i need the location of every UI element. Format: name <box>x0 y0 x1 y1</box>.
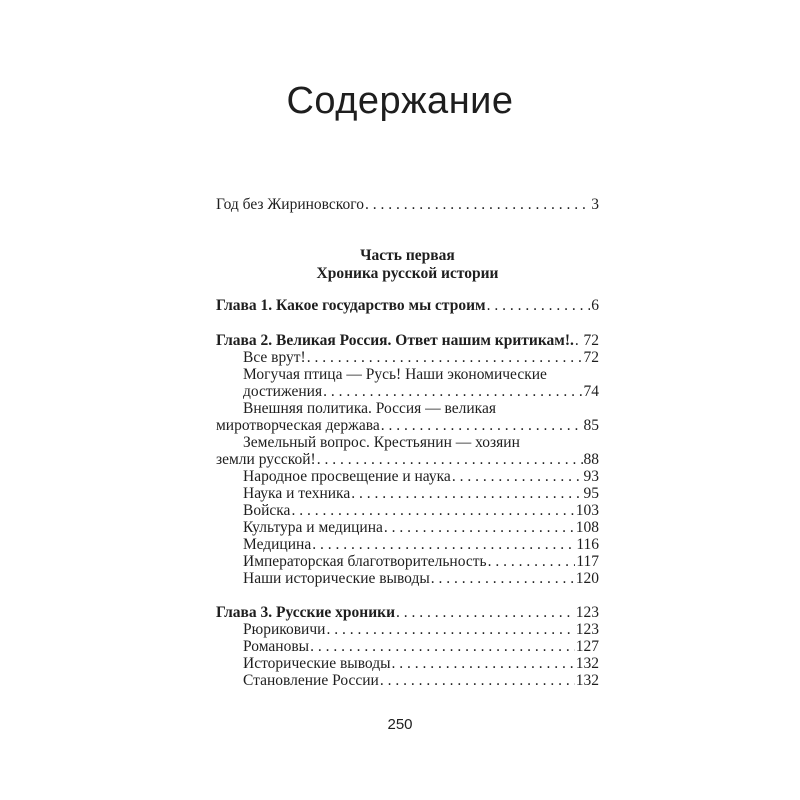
toc-entry-page: 103 <box>575 502 599 519</box>
toc-entry-title: Все врут! <box>243 349 306 366</box>
toc-entry-title: Наука и техника <box>243 485 351 502</box>
toc-entry-page: 127 <box>575 638 599 655</box>
toc-entry-page: 72 <box>583 332 599 349</box>
toc-subentry-line1[interactable]: Внешняя политика. Россия — великая <box>243 400 496 417</box>
toc-entry-title: Медицина <box>243 536 312 553</box>
toc-subentry[interactable] <box>243 519 599 537</box>
toc-entry-page: 108 <box>575 519 599 536</box>
toc-entry-title: Романовы <box>243 638 310 655</box>
dot-leader <box>317 451 583 469</box>
toc-subentry-line1[interactable]: Земельный вопрос. Крестьянин — хозяин <box>243 434 520 451</box>
toc-entry-page: 123 <box>575 621 599 638</box>
toc-entry-page: 123 <box>575 604 599 621</box>
toc-entry-page: 72 <box>583 349 599 366</box>
toc-entry-title: Глава 2. Великая Россия. Ответ нашим критикам!. <box>216 332 574 349</box>
toc-subentry[interactable] <box>243 485 599 503</box>
toc-entry-title: Войска <box>243 502 291 519</box>
toc-entry-page: 120 <box>575 570 599 587</box>
toc-subentry[interactable] <box>243 383 599 401</box>
toc-entry-page: 3 <box>591 196 599 213</box>
toc-entry-page: 132 <box>575 672 599 689</box>
toc-subentry[interactable] <box>243 349 599 367</box>
toc-subentry[interactable] <box>243 468 599 486</box>
part-heading-line1: Часть первая <box>360 247 455 264</box>
toc-subentry[interactable] <box>243 638 599 656</box>
dot-leader <box>488 553 576 571</box>
dot-leader <box>487 297 591 315</box>
dot-leader <box>381 417 583 435</box>
toc-subentry[interactable] <box>243 536 599 554</box>
page-number: 250 <box>387 716 413 733</box>
dot-leader <box>365 196 590 214</box>
toc-entry-chapter2[interactable] <box>216 332 599 350</box>
toc-subentry[interactable] <box>243 655 599 673</box>
toc-subentry[interactable] <box>216 417 599 435</box>
toc-entry-title: Год без Жириновского <box>216 196 365 213</box>
toc-subentry[interactable] <box>243 553 599 571</box>
dot-leader <box>307 349 583 367</box>
toc-entry-page: 132 <box>575 655 599 672</box>
toc-subentry[interactable] <box>243 672 599 690</box>
dot-leader <box>323 383 582 401</box>
dot-leader <box>291 502 574 520</box>
toc-subentry[interactable] <box>216 451 599 469</box>
toc-entry-title: Культура и медицина <box>243 519 383 536</box>
dot-leader <box>575 332 583 350</box>
toc-entry-title: Императорская благотворительность <box>243 553 487 570</box>
toc-entry-page: 88 <box>583 451 599 468</box>
toc-subentry[interactable] <box>243 621 599 639</box>
dot-leader <box>351 485 582 503</box>
toc-entry-page: 117 <box>576 553 599 570</box>
toc-subentry[interactable] <box>243 570 599 588</box>
toc-entry-title: Глава 3. Русские хроники <box>216 604 396 621</box>
dot-leader <box>392 655 575 673</box>
page-title: Содержание <box>286 80 514 122</box>
dot-leader <box>380 672 575 690</box>
part-heading-line2: Хроника русской истории <box>316 265 499 282</box>
toc-entry-title: Наши исторические выводы <box>243 570 430 587</box>
toc-entry-intro[interactable] <box>216 196 599 214</box>
toc-entry-page: 6 <box>591 297 599 314</box>
dot-leader <box>312 536 575 554</box>
toc-entry-title: миротворческая держава <box>216 417 380 434</box>
toc-entry-chapter3[interactable] <box>216 604 599 622</box>
toc-entry-title: Становление России <box>243 672 379 689</box>
toc-entry-title: Исторические выводы <box>243 655 391 672</box>
dot-leader <box>326 621 574 639</box>
dot-leader <box>396 604 575 622</box>
toc-subentry-line1[interactable]: Могучая птица — Русь! Наши экономические <box>243 366 547 383</box>
toc-entry-title: достижения <box>243 383 323 400</box>
toc-entry-page: 93 <box>583 468 599 485</box>
toc-entry-page: 116 <box>576 536 599 553</box>
toc-entry-title: Глава 1. Какое государство мы строим <box>216 297 486 314</box>
dot-leader <box>431 570 575 588</box>
toc-subentry[interactable] <box>243 502 599 520</box>
dot-leader <box>452 468 583 486</box>
toc-entry-chapter1[interactable] <box>216 297 599 315</box>
toc-entry-page: 95 <box>583 485 599 502</box>
dot-leader <box>310 638 575 656</box>
toc-entry-title: Рюриковичи <box>243 621 326 638</box>
dot-leader <box>384 519 575 537</box>
toc-entry-title: земли русской! <box>216 451 316 468</box>
toc-entry-page: 85 <box>583 417 599 434</box>
toc-entry-page: 74 <box>583 383 599 400</box>
toc-entry-title: Народное просвещение и наука <box>243 468 451 485</box>
